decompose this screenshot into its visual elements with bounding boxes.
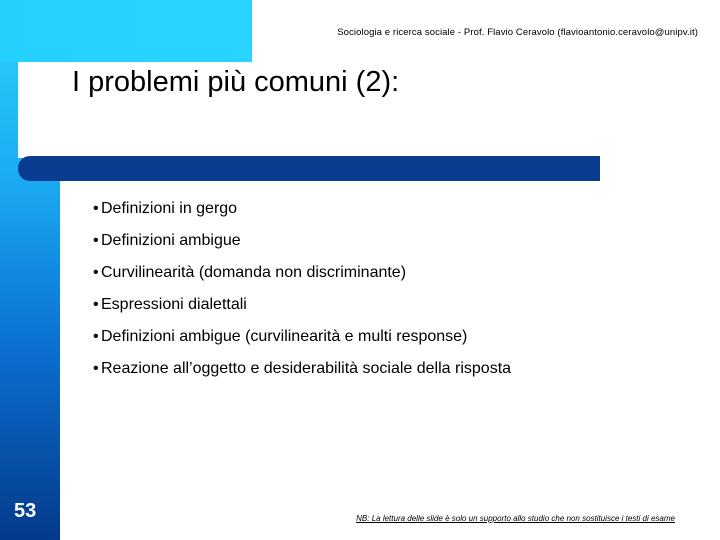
bullet-icon: •: [93, 264, 99, 281]
bullet-icon: •: [93, 232, 99, 249]
bullet-text: Curvilinearità (domanda non discriminante): [101, 264, 407, 281]
bullet-item: [93, 359, 511, 391]
bullet-item: [93, 327, 511, 359]
header-course-info: Sociologia e ricerca sociale - Prof. Flavio Ceravolo (flavioantonio.ceravolo@unipv.it): [337, 27, 698, 38]
bullet-icon: •: [93, 200, 99, 217]
title-underline-bar: [18, 156, 600, 181]
bullet-icon: •: [93, 360, 99, 377]
bullet-icon: •: [93, 296, 99, 313]
footer-disclaimer-link[interactable]: NB: La lettura delle slide è solo un supporto allo studio che non sostituisce i testi di esame: [356, 514, 675, 523]
decorative-square: [34, 74, 60, 98]
bullet-item: [93, 231, 511, 263]
bullet-item: [93, 295, 511, 327]
top-decorative-band: [0, 0, 252, 62]
bullet-text: Definizioni ambigue: [101, 232, 241, 249]
bullet-item: [93, 263, 511, 295]
bullet-text: Espressioni dialettali: [101, 296, 247, 313]
bullet-text: Definizioni in gergo: [101, 200, 238, 217]
slide-title: I problemi più comuni (2):: [72, 66, 400, 98]
bullet-text: Definizioni ambigue (curvilinearità e multi response): [101, 328, 468, 345]
bullet-icon: •: [93, 328, 99, 345]
bullet-text: Reazione all’oggetto e desiderabilità sociale della risposta: [101, 360, 512, 377]
bullet-list: [93, 199, 511, 391]
slide-number: 53: [14, 500, 37, 522]
bullet-item: [93, 199, 511, 231]
